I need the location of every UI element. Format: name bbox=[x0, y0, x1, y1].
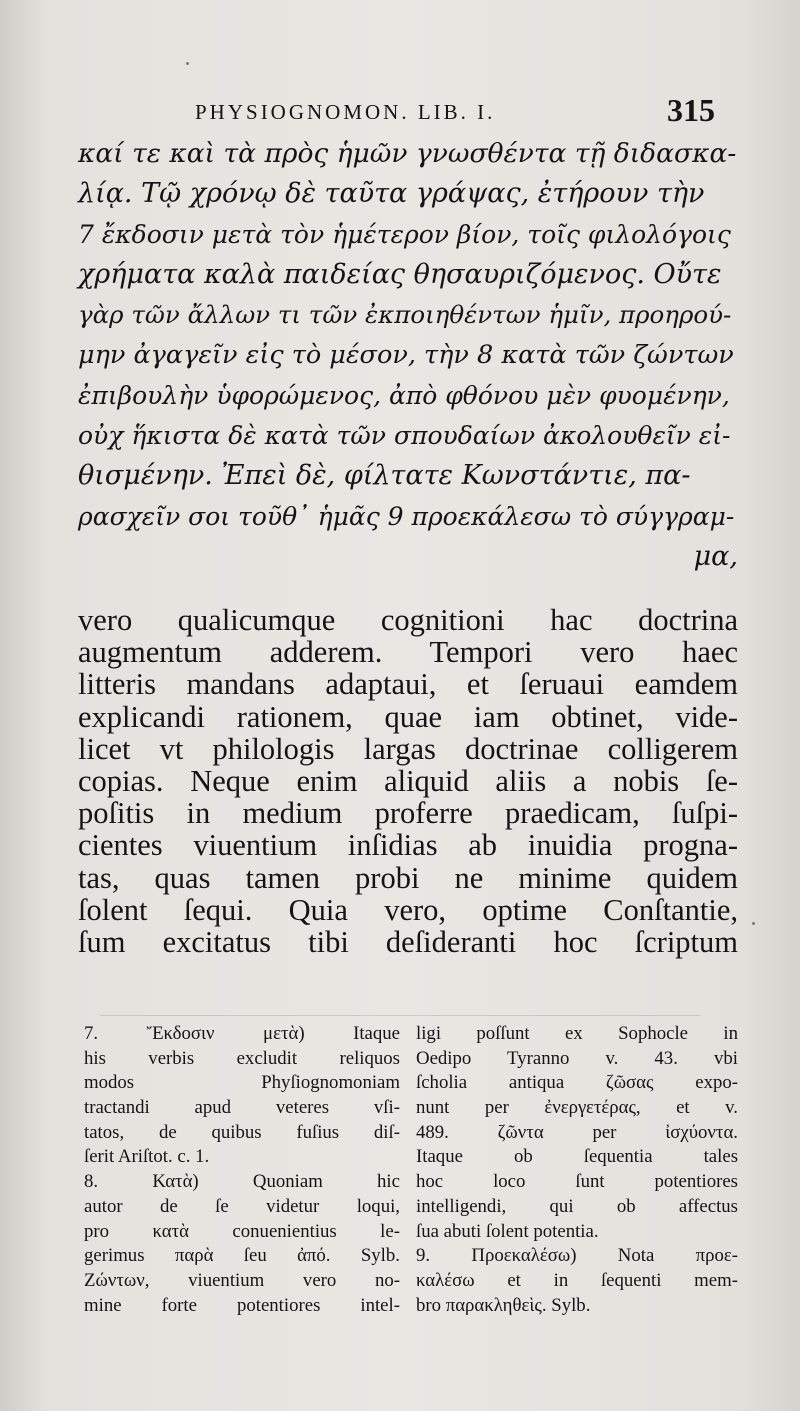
footnote-divider bbox=[100, 1015, 700, 1016]
latin-text-block bbox=[78, 604, 738, 958]
greek-line: χρήματα καλὰ παιδείας θησαυριζόμενος. Οὔτε bbox=[78, 258, 722, 290]
page-number: 315 bbox=[667, 92, 715, 128]
footnote-line: ſua abuti ſolent potentia. bbox=[416, 1220, 599, 1242]
latin-line: ſolent ſequi. Quia vero, optime Conſtantie, bbox=[78, 892, 738, 927]
latin-line: tas, quas tamen probi ne minime quidem bbox=[78, 860, 738, 895]
latin-line: licet vt philologis largas doctrinae colligerem bbox=[78, 731, 738, 766]
greek-text-block bbox=[78, 134, 738, 577]
paper-speck bbox=[186, 62, 189, 65]
greek-line: γὰρ τῶν ἄλλων τι τῶν ἐκποιηθέντων ἡμῖν, προηρού- bbox=[78, 300, 732, 330]
footnote-line: ſerit Ariſtot. c. 1. bbox=[84, 1146, 210, 1168]
greek-line: οὐχ ἥκιστα δὲ κατὰ τῶν σπουδαίων ἀκολουθεῖν εἰ- bbox=[78, 421, 731, 451]
latin-line: ſum excitatus tibi deſideranti hoc ſcriptum bbox=[78, 924, 738, 959]
greek-line: καί τε καὶ τὰ πρὸς ἡμῶν γνωσθέντα τῇ διδασκα- bbox=[78, 138, 737, 169]
footnote-line: ſcholia antiqua ζῶσας expo- bbox=[416, 1072, 738, 1094]
footnote-line: pro κατὰ conuenientius le- bbox=[84, 1220, 400, 1242]
footnote-line: tatos, de quibus fuſius diſ- bbox=[84, 1121, 400, 1143]
latin-line: vero qualicumque cognitioni hac doctrina bbox=[78, 603, 738, 637]
greek-line: λίᾳ. Τῷ χρόνῳ δὲ ταῦτα γράψας, ἐτήρουν τὴν bbox=[78, 178, 705, 210]
footnote-line: bro παρακληθεὶς. Sylb. bbox=[416, 1294, 591, 1316]
greek-line: ρασχεῖν σοι τοῦθ᾽ ἡμᾶς 9 προεκάλεσω τὸ σύγγραμ- bbox=[78, 501, 735, 531]
footnote-line: ligi poſſunt ex Sophocle in bbox=[416, 1023, 738, 1044]
latin-line: explicandi rationem, quae iam obtinet, vide- bbox=[78, 699, 738, 734]
footnote-line: his verbis excludit reliquos bbox=[84, 1047, 400, 1069]
footnote-line: nunt per ἐνεργετέρας, et v. bbox=[416, 1097, 738, 1119]
footnote-line: intelligendi, qui ob affectus bbox=[416, 1195, 738, 1217]
latin-line: augmentum adderem. Tempori vero haec bbox=[78, 635, 738, 670]
latin-line: poſitis in medium proferre praedicam, ſuſpi- bbox=[78, 796, 738, 831]
footnote-line: mine forte potentiores intel- bbox=[84, 1294, 400, 1316]
footnote-line: hoc loco ſunt potentiores bbox=[416, 1171, 738, 1193]
footnote-line: Oedipo Tyranno v. 43. vbi bbox=[416, 1047, 738, 1069]
footnote-line: autor de ſe videtur loqui, bbox=[84, 1195, 400, 1217]
footnote-line: 7. Ἔκδοσιν μετὰ) Itaque bbox=[84, 1023, 400, 1044]
greek-line: θισμένην. Ἐπεὶ δὲ, φίλτατε Κωνστάντιε, πα- bbox=[78, 460, 691, 492]
greek-line: μην ἀγαγεῖν εἰς τὸ μέσον, τὴν 8 κατὰ τῶν ζώντων bbox=[78, 340, 734, 371]
running-head: PHYSIOGNOMON. LIB. I. bbox=[195, 100, 496, 124]
greek-line: ἐπιβουλὴν ὑφορώμενος, ἀπὸ φθόνου μὲν φυομένην, bbox=[78, 380, 730, 410]
page-header bbox=[195, 92, 715, 132]
footnotes-left-column bbox=[84, 1022, 400, 1318]
latin-line: litteris mandans adaptaui, et ſeruaui eamdem bbox=[78, 667, 738, 702]
footnote-line: tractandi apud veteres vſi- bbox=[84, 1097, 400, 1119]
footnote-line: 9. Προεκαλέσω) Nota προε- bbox=[416, 1245, 738, 1267]
footnote-line: Itaque ob ſequentia tales bbox=[416, 1146, 738, 1168]
latin-line: cientes viuentium inſidias ab inuidia progna- bbox=[78, 828, 738, 863]
footnote-line: 489. ζῶντα per ἰσχύοντα. bbox=[416, 1121, 738, 1143]
footnote-line: 8. Κατὰ) Quoniam hic bbox=[84, 1171, 400, 1193]
footnote-line: Ζώντων, viuentium vero no- bbox=[84, 1269, 400, 1291]
greek-line: 7 ἔκδοσιν μετὰ τὸν ἡμέτερον βίον, τοῖς φιλολόγοις bbox=[78, 219, 731, 249]
greek-line-last: μα, bbox=[693, 540, 738, 572]
paper-speck bbox=[752, 922, 755, 925]
footnote-line: καλέσω et in ſequenti mem- bbox=[416, 1269, 738, 1291]
footnote-line: modos Phyſiognomoniam bbox=[84, 1072, 400, 1094]
footnote-line: gerimus παρὰ ſeu ἀπό. Sylb. bbox=[84, 1245, 400, 1267]
latin-line: copias. Neque enim aliquid aliis a nobis ſe- bbox=[78, 763, 738, 798]
footnotes-right-column bbox=[416, 1022, 738, 1318]
